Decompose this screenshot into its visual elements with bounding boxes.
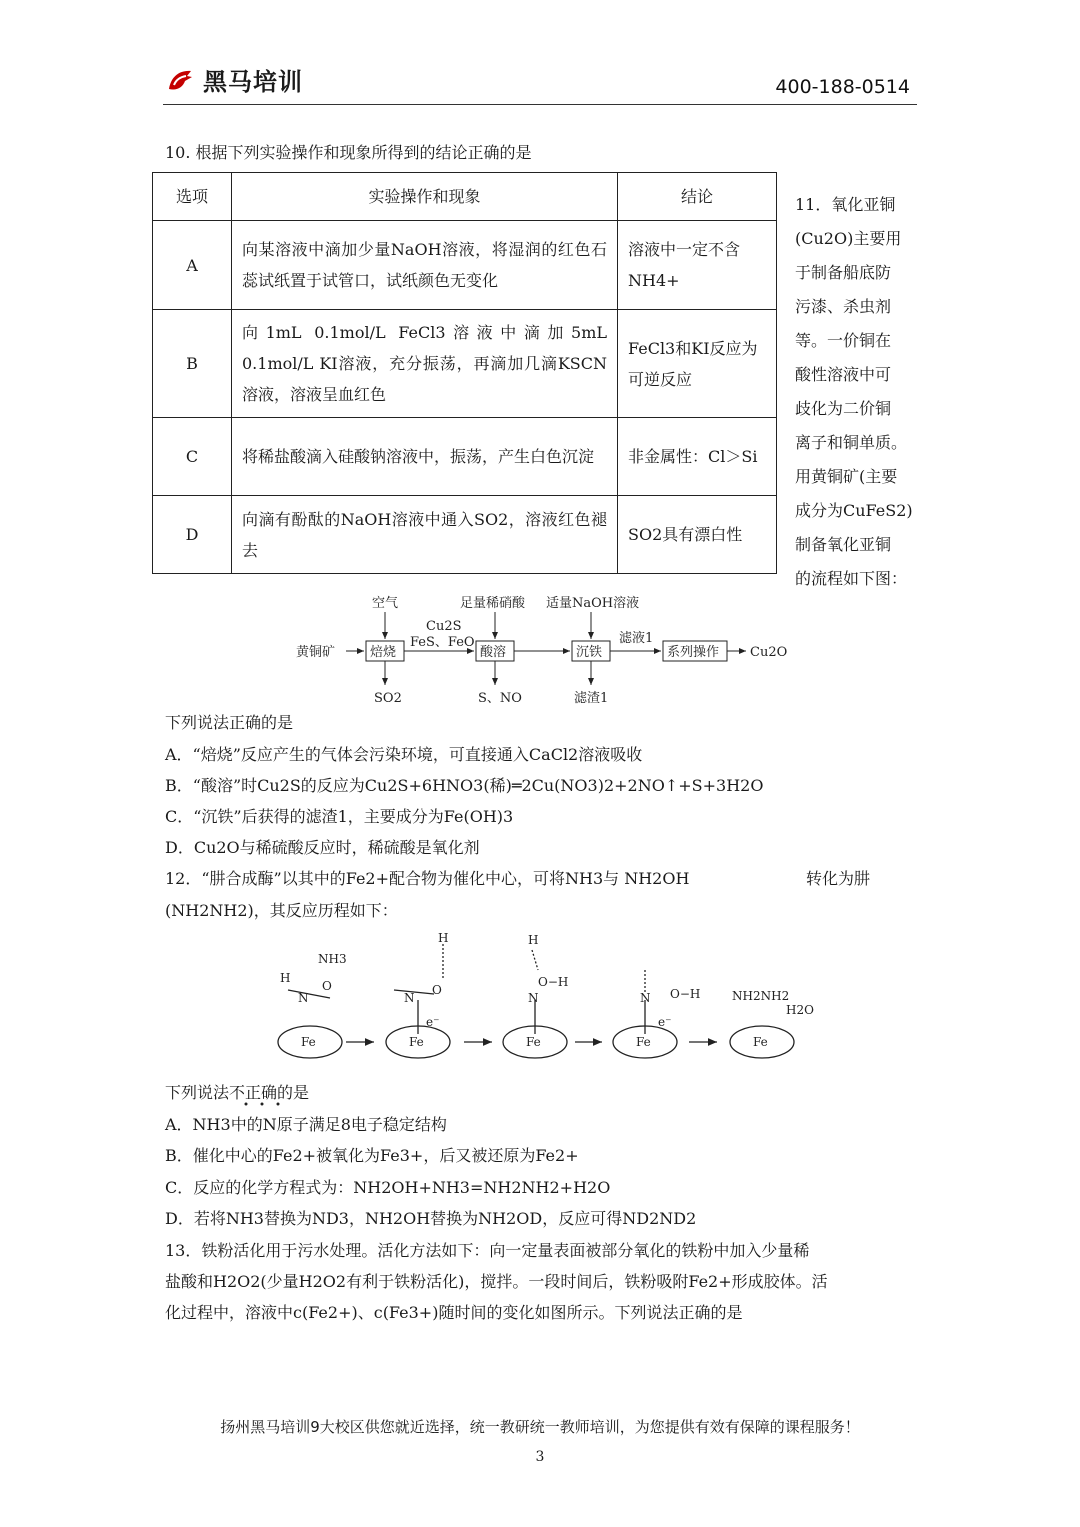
- mech-h: H: [528, 933, 539, 947]
- q11-option: B．“酸溶”时Cu2S的反应为Cu2S+6HNO3(稀)═2Cu(NO3)2+2NO↑+S+3H2O: [165, 776, 764, 795]
- q11-stem-line: 于制备船底防: [795, 263, 892, 282]
- flow-output: S、NO: [478, 691, 522, 706]
- q10-table: [152, 172, 777, 574]
- q11-question: 下列说法正确的是: [165, 713, 294, 732]
- q13-line: 13．铁粉活化用于污水处理。活化方法如下：向一定量表面被部分氧化的铁粉中加入少量稀: [165, 1241, 810, 1260]
- q12-mechanism-diagram: [270, 930, 820, 1070]
- header-option: 选项: [153, 173, 232, 221]
- q12-stem-a: 12．“肼合成酶”以其中的Fe2+配合物为催化中心，可将NH3与 NH2OH: [165, 869, 690, 888]
- q11-stem-line: 离子和铜单质。: [795, 433, 908, 452]
- q13-line: 盐酸和H2O2(少量H2O2有利于铁粉活化)，搅拌。一段时间后，铁粉吸附Fe2+形成胶体。活: [165, 1272, 828, 1291]
- flow-input: 适量NaOH溶液: [546, 596, 640, 611]
- q11-stem-line: 污漆、杀虫剂: [795, 297, 892, 316]
- flow-mid-top: Cu2S: [426, 619, 462, 634]
- brand-name: 黑马培训: [203, 68, 303, 96]
- q13-line: 化过程中，溶液中c(Fe2+)、c(Fe3+)随时间的变化如图所示。下列说法正确的是: [165, 1303, 743, 1322]
- q12-option: D．若将NH3替换为ND3，NH2OH替换为NH2OD，反应可得ND2ND2: [165, 1209, 697, 1228]
- mech-products: NH2NH2: [732, 989, 790, 1003]
- q11-stem-line: 歧化为二价铜: [795, 399, 892, 418]
- q10-stem: 10. 根据下列实验操作和现象所得到的结论正确的是: [165, 143, 532, 162]
- table-row: [153, 221, 777, 310]
- q12-option: B．催化中心的Fe2+被氧化为Fe3+，后又被还原为Fe2+: [165, 1146, 579, 1165]
- flow-step: 沉铁: [576, 645, 603, 660]
- flow-filtrate: 滤液1: [619, 631, 654, 646]
- flow-input: 空气: [372, 596, 399, 611]
- mech-fe: Fe: [409, 1035, 424, 1049]
- flow-output: SO2: [374, 691, 402, 706]
- table-header-row: [153, 173, 777, 221]
- q12-option: A．NH3中的N原子满足8电子稳定结构: [165, 1115, 447, 1134]
- q11-stem-line: 11．氧化亚铜: [795, 195, 896, 214]
- q12-stem-line2: (NH2NH2)，其反应历程如下：: [165, 901, 398, 920]
- row-conclusion: FeCl3和KI反应为可逆反应: [618, 310, 777, 418]
- row-operation: 向1mL 0.1mol/L FeCl3溶液中滴加5mL 0.1mol/L KI溶液，充分振荡，再滴加几滴KSCN溶液，溶液呈血红色: [232, 310, 618, 418]
- header-conclusion: 结论: [618, 173, 777, 221]
- flow-step: 系列操作: [667, 645, 720, 660]
- q11-stem-line: (Cu2O)主要用: [795, 229, 902, 248]
- q11-stem-line: 用黄铜矿(主要: [795, 467, 898, 486]
- q11-option: C．“沉铁”后获得的滤渣1，主要成分为Fe(OH)3: [165, 807, 514, 826]
- mech-h: H: [438, 931, 449, 945]
- flow-step: 酸溶: [480, 645, 507, 660]
- mech-fe: Fe: [636, 1035, 651, 1049]
- row-conclusion: SO2具有漂白性: [618, 496, 777, 574]
- q11-stem-line: 的流程如下图：: [795, 569, 908, 588]
- row-operation: 将稀盐酸滴入硅酸钠溶液中，振荡，产生白色沉淀: [232, 418, 618, 496]
- mech-n: N: [404, 991, 415, 1005]
- flow-input: 足量稀硝酸: [460, 596, 526, 611]
- mech-oh: O−H: [538, 975, 569, 989]
- q11-stem-line: 制备氧化亚铜: [795, 535, 892, 554]
- row-option: C: [153, 418, 232, 496]
- mech-fe: Fe: [301, 1035, 316, 1049]
- flow-mid-bottom: FeS、FeO: [410, 635, 475, 650]
- header-divider: [163, 104, 917, 105]
- flow-end: Cu2O: [750, 645, 788, 660]
- q11-stem: [795, 188, 925, 596]
- q11-stem-line: 成分为CuFeS2): [795, 501, 913, 520]
- header-operation: 实验操作和现象: [232, 173, 618, 221]
- mech-electron: e⁻: [426, 1015, 440, 1029]
- row-option: D: [153, 496, 232, 574]
- flow-output: 滤渣1: [574, 691, 609, 706]
- table-row: [153, 310, 777, 418]
- q12-question: 下列说法不正确的是: [165, 1083, 310, 1102]
- row-operation: 向滴有酚酞的NaOH溶液中通入SO2，溶液红色褪去: [232, 496, 618, 574]
- phone-number: 400-188-0514: [775, 76, 910, 98]
- flow-start: 黄铜矿: [296, 645, 336, 660]
- row-option: B: [153, 310, 232, 418]
- q11-option: A．“焙烧”反应产生的气体会污染环境，可直接通入CaCl2溶液吸收: [165, 745, 643, 764]
- q12-option: C．反应的化学方程式为：NH2OH+NH3=NH2NH2+H2O: [165, 1178, 611, 1197]
- horse-logo-icon: [165, 65, 195, 95]
- mech-n: N: [298, 991, 309, 1005]
- mech-oh: O−H: [670, 987, 701, 1001]
- footer-text: 扬州黑马培训9大校区供您就近选择，统一教研统一教师培训，为您提供有效有保障的课程服务！: [220, 1418, 860, 1436]
- q11-stem-line: 酸性溶液中可: [795, 365, 892, 384]
- mech-electron: e⁻: [658, 1015, 672, 1029]
- mech-fe: Fe: [753, 1035, 768, 1049]
- mech-water: H2O: [786, 1003, 814, 1017]
- row-conclusion: 溶液中一定不含NH4+: [618, 221, 777, 310]
- q11-flow-diagram: [290, 590, 800, 710]
- mech-n: N: [640, 991, 651, 1005]
- table-row: [153, 418, 777, 496]
- mech-nh3: NH3: [318, 952, 347, 966]
- row-option: A: [153, 221, 232, 310]
- q11-option: D．Cu2O与稀硫酸反应时，稀硫酸是氧化剂: [165, 838, 480, 857]
- row-conclusion: 非金属性：Cl＞Si: [618, 418, 777, 496]
- q12-stem-b: 转化为肼: [806, 869, 871, 888]
- q11-stem-line: 等。一价铜在: [795, 331, 892, 350]
- mech-o: O: [432, 983, 442, 997]
- mech-fe: Fe: [526, 1035, 541, 1049]
- table-row: [153, 496, 777, 574]
- mech-n: N: [528, 991, 539, 1005]
- row-operation: 向某溶液中滴加少量NaOH溶液，将湿润的红色石蕊试纸置于试管口，试纸颜色无变化: [232, 221, 618, 310]
- brand-logo: [165, 62, 303, 97]
- page-number: 3: [535, 1449, 545, 1465]
- mech-o: O: [322, 979, 332, 993]
- flow-step: 焙烧: [370, 645, 397, 660]
- mech-h: H: [280, 971, 291, 985]
- emphasis-dots-icon: [240, 1100, 300, 1108]
